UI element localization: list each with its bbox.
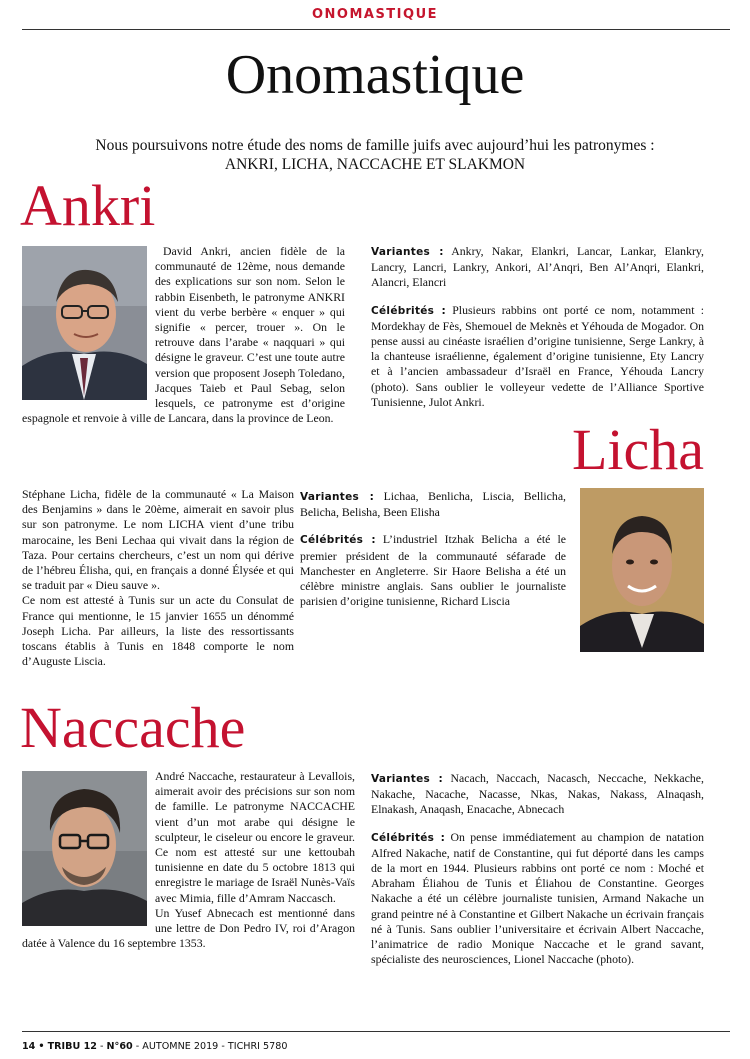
ankri-info (371, 244, 704, 422)
footer-page-number: 14 (22, 1041, 36, 1052)
licha-body-text-2: Ce nom est attesté à Tunis sur un acte du Consulat de France qui mentionne, le 15 janvier 1655 un dénommé Joseph Licha. Par ailleurs, la liste des ressortissants toscans établis à Tunis en 1848 comporte le nom d’Auguste Liscia. (22, 593, 294, 669)
ankri-body-text: David Ankri, ancien fidèle de la communauté de 12ème, nous demande des explications sur son nom. Selon le rabbin Eisenbeth, le patronyme ANKRI vient du verbe berbère « enquer » qui signifie « percer, trouer ». On le retrouve dans l’arabe « naqquari » qui désigne le graveur. C’est une toute autre version que proposent Joseph Toledano, Jacques Taieb et Paul Sebag, selon lesquels, ce patronyme est d’origine espagnole et renvoie à ville de Lancara, dans la province de Leon. (22, 244, 345, 426)
licha-info (300, 489, 566, 621)
ankri-title: Ankri (20, 173, 156, 238)
footer-sep-2: - (135, 1041, 140, 1052)
naccache-title: Naccache (20, 695, 246, 760)
licha-celebrites-label: Célébrités : (300, 534, 376, 547)
naccache-variantes-label: Variantes : (371, 773, 444, 785)
naccache-body (22, 769, 355, 951)
licha-photo (580, 488, 704, 652)
ankri-celebrites-label: Célébrités : (371, 304, 446, 317)
footer-sep-3: - (221, 1041, 225, 1052)
intro-line-1: Nous poursuivons notre étude des noms de famille juifs avec aujourd’hui les patronymes : (95, 137, 655, 154)
naccache-body-text-2: Un Yusef Abnecach est mentionné dans une lettre de Don Pedro IV, roi d’Aragon datée à Valence du 16 septembre 1353. (22, 905, 355, 951)
naccache-celebrites-label: Célébrités : (371, 831, 446, 844)
naccache-variantes: Nacach, Naccach, Nacasch, Neccache, Nekkache, Nakache, Nacache, Nacasse, Nkas, Nakas, Nakass, Alnaqash, Elnakash, Anaqash, Enacache, Abnecach (371, 771, 704, 817)
naccache-celebrites: On pense immédiatement au champion de natation Alfred Nakache, natif de Constantine, qui fut déporté dans les camps de la mort en 1944. Plusieurs rabbins ont porté ce nom : Moché et Abraham Éliahou de Tunis et Éliahou de Constantine. Georges Nakache a été un célèbre journaliste tunisien, Armand Nakache un grand peintre né à Constantine et Gilbert Nakache un écrivain français né à Tunis. Sans oublier l’universitaire et écrivain Albert Naccache, l’animatrice de radio Monique Naccache et le grand savant, spécialiste des neurosciences, Lionel Naccache (photo). (371, 829, 705, 967)
licha-body (22, 487, 294, 669)
ankri-body (22, 244, 345, 426)
licha-title: Licha (571, 417, 704, 482)
footer-magazine: TRIBU 12 (47, 1041, 97, 1052)
footer (22, 1041, 287, 1052)
page-title: Onomastique (225, 44, 525, 106)
licha-variantes-label: Variantes : (300, 491, 375, 503)
naccache-info (371, 771, 704, 979)
section-label: ONOMASTIQUE (311, 7, 439, 22)
footer-bullet: • (38, 1041, 45, 1052)
footer-hebrew-date: TICHRI 5780 (227, 1041, 288, 1052)
ankri-variantes: Ankry, Nakar, Elankri, Lancar, Lankar, Elankry, Lancry, Lancri, Lankry, Ankori, Al’Anqri, Ben Al’Anqri, Elankri, Alancri, Elancri (371, 244, 704, 290)
ankri-celebrites: Plusieurs rabbins ont porté ce nom, notamment : Mordekhay de Fès, Shemouel de Meknès et Yéhouda de Mogador. On pense aussi au cinéaste israélien d’origine tunisienne, Serge Lankry, à la chanteuse israélienne, également d’origine tunisienne, Ety Lancry et à l’ancien ambassadeur d’Israël en France, Yéhouda Lancry (photo). Sans oublier le volleyeur vedette de l’Alliance Sportive Tunisienne, Julot Ankri. (371, 302, 704, 409)
licha-celebrites: L’industriel Itzhak Belicha a été le premier président de la communauté séfarade de Manchester en Angleterre. Sir Haore Belisha a été un célèbre ministre anglais. Sans oublier le journaliste parisien d’origine tunisienne, Richard Liscia (300, 532, 566, 609)
footer-issue: N°60 (106, 1041, 133, 1052)
intro (0, 136, 750, 174)
footer-rule (22, 1031, 730, 1032)
licha-body-text-1: Stéphane Licha, fidèle de la communauté « La Maison des Benjamins » dans le 20ème, aimerait en savoir plus sur son patronyme. Le nom LICHA vient d’une tribu marocaine, les Beni Lechaa qui vivait dans la région de Taza. Pour certains chercheurs, c’est un nom qui dérive de l’hébreu Élisha, qui, en français a donné Élysée et qui se traduit par « Dieu sauve ». (22, 487, 294, 593)
footer-season: AUTOMNE 2019 (142, 1041, 219, 1052)
naccache-body-text-1: André Naccache, restaurateur à Levallois, aimerait avoir des précisions sur son nom de famille. Le patronyme NACCACHE vient d’un mot arabe qui désigne le sculpteur, le ciseleur ou encore le graveur. Ce nom est attesté sur une kettoubah tunisienne en date du 5 octobre 1813 qui enregistre le mariage de Israël Nunès-Vaïs avec Mimia, fille d’Amram Naccasch. (155, 769, 355, 905)
ankri-variantes-label: Variantes : (371, 246, 444, 258)
licha-variantes: Lichaa, Benlicha, Liscia, Bellicha, Belicha, Belisha, Been Elisha (300, 489, 567, 520)
footer-sep-1: - (99, 1041, 104, 1052)
header-rule (22, 29, 730, 30)
intro-line-2: ANKRI, LICHA, NACCACHE ET SLAKMON (224, 156, 526, 173)
